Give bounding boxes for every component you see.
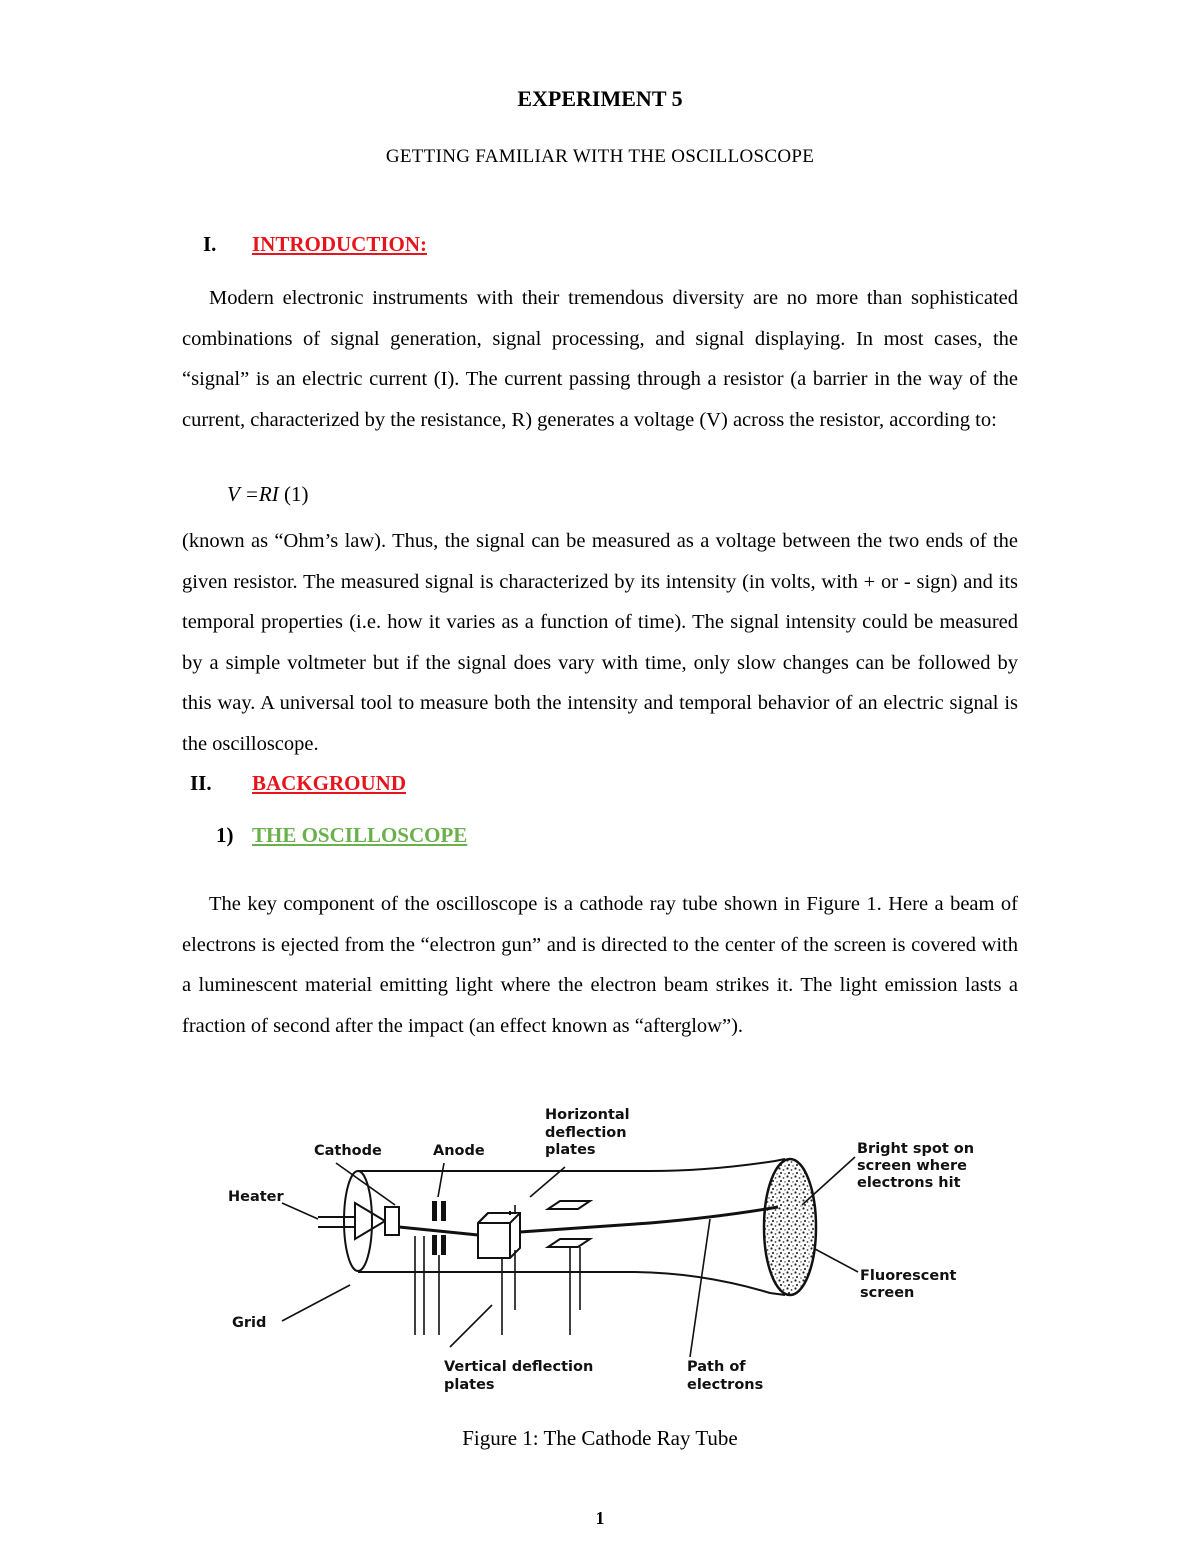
ohm-paragraph-block xyxy=(182,521,1018,764)
subsection-number: 1) xyxy=(216,823,234,847)
oscilloscope-paragraph-block xyxy=(182,884,1018,1046)
section-number: I. xyxy=(203,232,217,256)
label-fluorescent-screen: screen xyxy=(860,1285,915,1301)
section-background-title-wrap xyxy=(252,771,406,796)
section-introduction-header xyxy=(203,232,216,257)
vertical-deflection-plates xyxy=(548,1201,590,1247)
label-vertical-deflection: Vertical deflection xyxy=(444,1359,594,1375)
label-path-of-electrons: electrons xyxy=(687,1377,764,1393)
section-number: II. xyxy=(190,771,212,795)
label-anode: Anode xyxy=(433,1143,485,1159)
label-grid: Grid xyxy=(232,1315,267,1331)
subsection-oscilloscope-title-wrap xyxy=(252,823,467,848)
label-horizontal-deflection: plates xyxy=(545,1142,596,1158)
document-title: EXPERIMENT 5 xyxy=(517,86,683,111)
label-vertical-deflection: plates xyxy=(444,1377,495,1393)
figure-caption: Figure 1: The Cathode Ray Tube xyxy=(462,1426,738,1450)
ohms-law-equation xyxy=(227,482,308,507)
electron-beam xyxy=(399,1207,778,1235)
label-horizontal-deflection: deflection xyxy=(545,1125,627,1141)
label-cathode: Cathode xyxy=(314,1143,382,1159)
section-heading-introduction: INTRODUCTION: xyxy=(252,232,428,256)
label-fluorescent-screen: Fluorescent xyxy=(860,1268,957,1284)
section-introduction-title-wrap xyxy=(252,232,427,257)
label-bright-spot: screen where xyxy=(857,1158,967,1174)
label-heater: Heater xyxy=(228,1189,284,1205)
intro-paragraph-block xyxy=(182,278,1018,440)
horizontal-deflection-plates xyxy=(478,1211,520,1258)
figure-labels xyxy=(228,1107,974,1393)
subsection-oscilloscope-header xyxy=(216,823,234,848)
section-heading-background: BACKGROUND xyxy=(252,771,407,795)
fluorescent-screen xyxy=(764,1159,816,1295)
label-bright-spot: electrons hit xyxy=(857,1175,961,1191)
equation-expression: V =RI xyxy=(227,482,279,506)
anode xyxy=(432,1201,446,1255)
equation-number: (1) xyxy=(283,482,309,506)
label-bright-spot: Bright spot on xyxy=(857,1141,975,1157)
oscilloscope-paragraph: The key component of the oscilloscope is a cathode ray tube shown in Figure 1. Here a beam of electrons is ejected from the “electron gun” and is directed to the center of the screen is covered with a luminescent material emitting light where the electron beam strikes it. The light emission lasts a fraction of second after the impact (an effect known as “afterglow”). xyxy=(182,893,1018,1037)
label-path-of-electrons: Path of xyxy=(687,1359,746,1375)
cathode-ray-tube-diagram xyxy=(210,1095,990,1405)
ohm-paragraph: (known as “Ohm’s law). Thus, the signal can be measured as a voltage between the two ends of the given resistor. The measured signal is characterized by its intensity (in volts, with + or - sign) and its temporal properties (i.e. how it varies as a function of time). The signal intensity could be measured by a simple voltmeter but if the signal does vary with time, only slow changes can be followed by this way. A universal tool to measure both the intensity and temporal behavior of an electric signal is the oscilloscope. xyxy=(182,530,1018,755)
cathode-assembly xyxy=(318,1203,399,1239)
subsection-heading-oscilloscope: THE OSCILLOSCOPE xyxy=(252,823,468,847)
page-number: 1 xyxy=(595,1508,605,1528)
document-subtitle: GETTING FAMILIAR WITH THE OSCILLOSCOPE xyxy=(385,146,815,167)
section-background-header xyxy=(190,771,212,796)
intro-paragraph: Modern electronic instruments with their tremendous diversity are no more than sophisticated combinations of signal generation, signal processing, and signal displaying. In most cases, the “signal” is an electric current (I). The current passing through a resistor (a barrier in the way of the current, characterized by the resistance, R) generates a voltage (V) across the resistor, according to: xyxy=(182,287,1018,431)
label-horizontal-deflection: Horizontal xyxy=(545,1107,630,1123)
